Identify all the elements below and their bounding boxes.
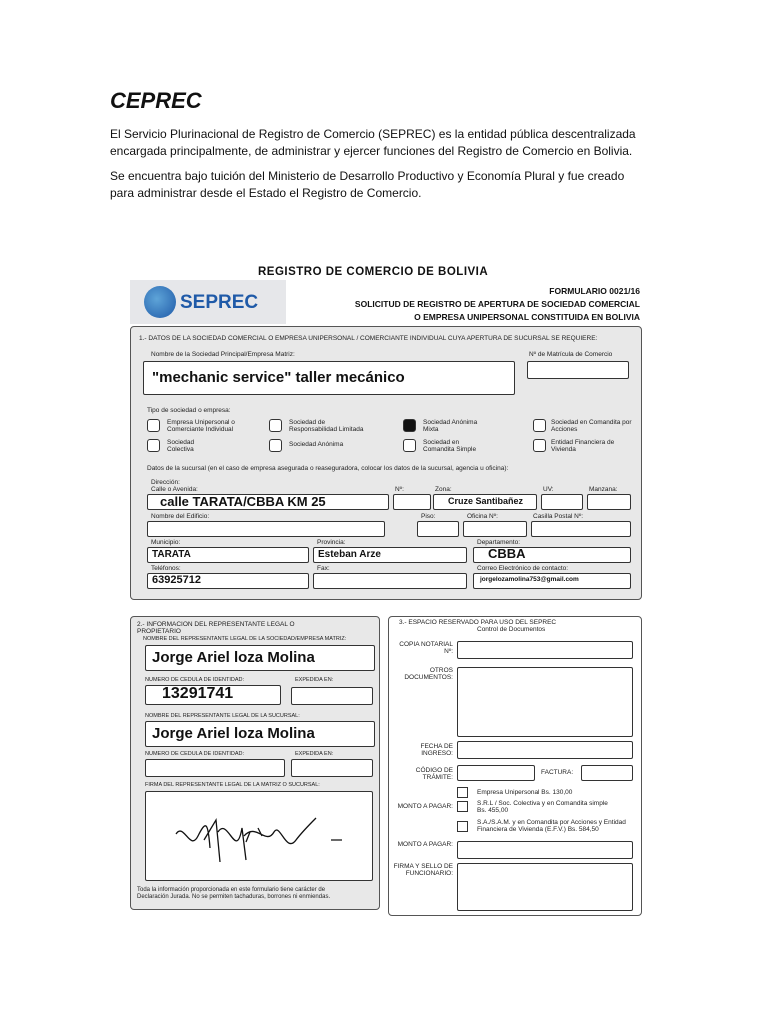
- fee-checkbox-sa[interactable]: [457, 821, 468, 832]
- manzana-field[interactable]: [587, 494, 631, 510]
- calle-label: Calle o Avenida:: [151, 486, 198, 493]
- correo-value: jorgelozamolina753@gmail.com: [480, 576, 579, 583]
- municipio-label: Municipio:: [151, 539, 181, 546]
- rep-name-label: NOMBRE DEL REPRESENTANTE LEGAL DE LA SOCIEDAD/EMPRESA MATRIZ:: [143, 636, 347, 642]
- correo-field[interactable]: [473, 573, 631, 589]
- cedula-label: NUMERO DE CEDULA DE IDENTIDAD:: [145, 677, 245, 683]
- type-label-comandita-acciones: Sociedad en Comandita por Acciones: [551, 419, 632, 433]
- edificio-label: Nombre del Edificio:: [151, 513, 210, 520]
- page-title: CEPREC: [110, 88, 202, 113]
- fax-label: Fax:: [317, 565, 330, 572]
- type-checkbox-srl[interactable]: [269, 419, 282, 432]
- fecha-label: FECHA DE INGRESO:: [420, 743, 453, 757]
- piso-field[interactable]: [417, 521, 459, 537]
- matricula-field[interactable]: [527, 361, 629, 379]
- type-label-colectiva: Sociedad Colectiva: [167, 439, 195, 453]
- signature-box[interactable]: [145, 791, 373, 881]
- type-label-srl: Sociedad de Responsabilidad Limitada: [289, 419, 364, 433]
- factura-label: FACTURA:: [541, 769, 574, 776]
- rep-suc-name-value: Jorge Ariel loza Molina: [152, 725, 315, 742]
- casilla-field[interactable]: [531, 521, 631, 537]
- fee-unipersonal: Empresa Unipersonal Bs. 130,00: [477, 789, 573, 796]
- declaration-line-2: Declaración Jurada. No se permiten tachaduras, borrones ni enmiendas.: [137, 894, 331, 900]
- seprec-logo: [130, 280, 286, 324]
- oficina-label: Oficina Nº:: [467, 513, 498, 520]
- section1-heading: 1.- DATOS DE LA SOCIEDAD COMERCIAL O EMPRESA UNIPERSONAL / COMERCIANTE INDIVIDUAL CUYA APERTURA DE SUCURSAL SE REQUIERE:: [139, 335, 598, 342]
- form-subtitle-1: SOLICITUD DE REGISTRO DE APERTURA DE SOCIEDAD COMERCIAL: [354, 299, 640, 309]
- cedula-field[interactable]: [145, 685, 281, 705]
- monto2-field[interactable]: [457, 841, 633, 859]
- fee-srl: S.R.L / Soc. Colectiva y en Comandita simple Bs. 455,00: [477, 800, 608, 814]
- matricula-label: Nº de Matrícula de Comercio: [529, 351, 613, 358]
- cedula2-label: NUMERO DE CEDULA DE IDENTIDAD:: [145, 751, 245, 757]
- municipio-field[interactable]: [147, 547, 309, 563]
- monto2-label: MONTO A PAGAR:: [397, 841, 453, 848]
- fee-checkbox-unipersonal[interactable]: [457, 787, 468, 798]
- numero-label: Nº:: [395, 486, 404, 493]
- uv-label: UV:: [543, 486, 554, 493]
- form-title: REGISTRO DE COMERCIO DE BOLIVIA: [258, 266, 489, 278]
- section-seprec-reserved: [388, 616, 642, 916]
- signature-image: [146, 792, 372, 880]
- company-name-field[interactable]: [143, 361, 515, 395]
- casilla-label: Casilla Postal Nº:: [533, 513, 584, 520]
- type-label-sam: Sociedad Anónima Mixta: [423, 419, 478, 433]
- piso-label: Piso:: [421, 513, 436, 520]
- cedula-value: 13291741: [162, 685, 234, 702]
- zona-value: Cruze Santibañez: [448, 496, 524, 506]
- seprec-emblem-icon: [144, 286, 176, 318]
- form-number: FORMULARIO 0021/16: [549, 286, 640, 296]
- expedida2-field[interactable]: [291, 759, 373, 777]
- provincia-value: Esteban Arze: [318, 549, 381, 560]
- type-checkbox-anonima[interactable]: [269, 439, 282, 452]
- factura-field[interactable]: [581, 765, 633, 781]
- expedida2-label: EXPEDIDA EN:: [295, 751, 334, 757]
- expedida-field[interactable]: [291, 687, 373, 705]
- zona-label: Zona:: [435, 486, 452, 493]
- telefonos-label: Teléfonos:: [151, 565, 181, 572]
- calle-value: calle TARATA/CBBA KM 25: [160, 494, 326, 509]
- type-label-comandita-simple: Sociedad en Comandita Simple: [423, 439, 477, 453]
- type-checkbox-sam[interactable]: [403, 419, 416, 432]
- calle-field[interactable]: [147, 494, 389, 510]
- section3-subheading: Control de Documentos: [477, 626, 546, 633]
- type-label-efv: Entidad Financiera de Vivienda: [551, 439, 615, 453]
- otros-field[interactable]: [457, 667, 633, 737]
- name-label: Nombre de la Sociedad Principal/Empresa Matriz:: [151, 351, 295, 358]
- copia-field[interactable]: [457, 641, 633, 659]
- firma-sello-label: FIRMA Y SELLO DE FUNCIONARIO:: [393, 863, 453, 877]
- firma-sello-field[interactable]: [457, 863, 633, 911]
- departamento-label: Departamento:: [477, 539, 520, 546]
- declaration-line-1: Toda la información proporcionada en este formulario tiene carácter de: [137, 887, 326, 893]
- fee-sa: S.A./S.A.M. y en Comandita por Acciones y Entidad Financiera de Vivienda (E.F.V.) Bs. 584,50: [477, 819, 626, 833]
- direccion-label: Dirección:: [151, 479, 180, 486]
- rep-suc-name-label: NOMBRE DEL REPRESENTANTE LEGAL DE LA SUCURSAL:: [145, 713, 300, 719]
- section2-heading-1: 2.- INFORMACION DEL REPRESENTANTE LEGAL O: [137, 621, 295, 628]
- telefonos-value: 63925712: [152, 574, 201, 586]
- rep-suc-name-field[interactable]: [145, 721, 375, 747]
- rep-name-field[interactable]: [145, 645, 375, 671]
- zona-field[interactable]: [433, 494, 537, 510]
- signature-label: FIRMA DEL REPRESENTANTE LEGAL DE LA MATRIZ O SUCURSAL:: [145, 782, 320, 788]
- provincia-field[interactable]: [313, 547, 467, 563]
- fecha-field[interactable]: [457, 741, 633, 759]
- section2-heading-2: PROPIETARIO: [137, 628, 181, 635]
- uv-field[interactable]: [541, 494, 583, 510]
- registration-form: [128, 262, 644, 922]
- telefonos-field[interactable]: [147, 573, 309, 589]
- municipio-value: TARATA: [152, 549, 191, 560]
- logo-text: SEPREC: [180, 292, 259, 313]
- tipo-label: Tipo de sociedad o empresa:: [147, 407, 231, 414]
- company-name-value: "mechanic service" taller mecánico: [152, 369, 405, 386]
- codigo-field[interactable]: [457, 765, 535, 781]
- fee-checkbox-srl[interactable]: [457, 801, 468, 812]
- provincia-label: Provincia:: [317, 539, 346, 546]
- oficina-field[interactable]: [463, 521, 527, 537]
- monto-label: MONTO A PAGAR:: [397, 803, 453, 810]
- otros-label: OTROS DOCUMENTOS:: [404, 667, 453, 681]
- departamento-field[interactable]: [473, 547, 631, 563]
- fax-field[interactable]: [313, 573, 467, 589]
- ministry-paragraph: Se encuentra bajo tuición del Ministerio de Desarrollo Productivo y Economía Plural y fue creado para administrar desde el Estado el Registro de Comercio.: [110, 169, 625, 200]
- cedula2-field[interactable]: [145, 759, 285, 777]
- type-label-anonima: Sociedad Anónima: [289, 441, 344, 448]
- edificio-field[interactable]: [147, 521, 385, 537]
- type-checkbox-comandita-acciones[interactable]: [533, 419, 546, 432]
- type-checkbox-colectiva[interactable]: [147, 439, 160, 452]
- sucursal-label: Datos de la sucursal (en el caso de empresa asegurada o reaseguradora, colocar los datos de la sucursal, agencia u oficina):: [147, 465, 509, 472]
- type-checkbox-efv[interactable]: [533, 439, 546, 452]
- rep-name-value: Jorge Ariel loza Molina: [152, 649, 315, 666]
- intro-paragraph: El Servicio Plurinacional de Registro de Comercio (SEPREC) es la entidad pública descentralizada encargada principalmente, de administrar y ejercer funciones del Registro de Comercio en Bolivia.: [110, 127, 636, 158]
- type-checkbox-unipersonal[interactable]: [147, 419, 160, 432]
- expedida-label: EXPEDIDA EN:: [295, 677, 334, 683]
- section-legal-representative: [130, 616, 380, 910]
- form-subtitle-2: O EMPRESA UNIPERSONAL CONSTITUIDA EN BOLIVIA: [414, 312, 640, 322]
- numero-field[interactable]: [393, 494, 431, 510]
- section-company-data: [130, 326, 642, 600]
- type-label-unipersonal: Empresa Unipersonal o Comerciante Individual: [167, 419, 235, 433]
- section3-heading: 3.- ESPACIO RESERVADO PARA USO DEL SEPREC: [399, 619, 557, 626]
- copia-label: COPIA NOTARIAL Nº:: [399, 641, 453, 655]
- departamento-value: CBBA: [488, 546, 526, 561]
- codigo-label: CÓDIGO DE TRÁMITE:: [415, 767, 453, 781]
- manzana-label: Manzana:: [589, 486, 618, 493]
- type-checkbox-comandita-simple[interactable]: [403, 439, 416, 452]
- correo-label: Correo Electrónico de contacto:: [477, 565, 569, 572]
